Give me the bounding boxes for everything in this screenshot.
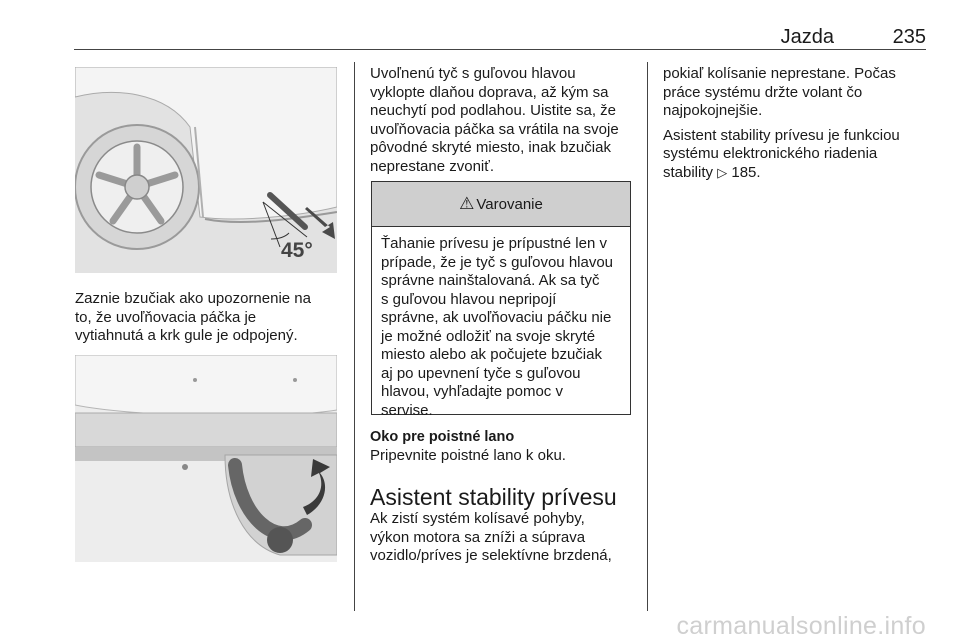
safety-eye-section xyxy=(370,428,640,465)
section-title: Jazda xyxy=(780,26,834,48)
trailer-stability-section xyxy=(370,484,645,566)
subheading-safety-eye: Oko pre poistné lano xyxy=(370,429,515,445)
page-reference-icon: ▷ xyxy=(717,164,728,180)
warning-triangle-icon: ⚠ xyxy=(459,194,475,213)
warning-line: správne, ak uvoľňovaciu páčku nie xyxy=(381,309,612,326)
section-heading: Asistent stability prívesu xyxy=(370,484,617,510)
caption-line: Zaznie bzučiak ako upozornenie na xyxy=(75,290,311,307)
right-column xyxy=(663,65,933,182)
warning-title: Varovanie xyxy=(476,195,543,213)
subheading-text: Pripevnite poistné lano k oku. xyxy=(370,446,566,464)
intro-line: neuchytí pod podlahou. Uistite sa, že xyxy=(370,102,616,119)
body-line: Ak zistí systém kolísavé pohyby, xyxy=(370,510,585,527)
intro-line: Uvoľnenú tyč s guľovou hlavou xyxy=(370,65,576,82)
warning-line: je možné odložiť na svoje skryté xyxy=(381,327,596,345)
intro-line: uvoľňovacia páčka sa vrátila na svoje xyxy=(370,120,619,138)
column-divider-2 xyxy=(647,62,648,611)
header-rule xyxy=(74,49,926,50)
warning-line: prípade, že je tyč s guľovou hlavou xyxy=(381,253,614,271)
right-line: systému elektronického riadenia xyxy=(663,145,878,162)
warning-line: správne nainštalovaná. Ak sa tyč xyxy=(381,272,600,289)
figure-release-lever xyxy=(75,67,337,273)
watermark: carmanualsonline.info xyxy=(676,612,926,640)
intro-line: vyklopte dlaňou doprava, až kým sa xyxy=(370,83,609,101)
warning-box xyxy=(371,181,631,419)
warning-line: aj po upevnení tyče s guľovou xyxy=(381,364,581,382)
intro-line: pôvodné skryté miesto, inak bzučiak xyxy=(370,139,611,156)
intro-line: neprestane zvoniť. xyxy=(370,157,495,175)
figure-ball-bar-stowing xyxy=(75,355,337,562)
body-line: vozidlo/príves je selektívne brzdená, xyxy=(370,547,612,564)
page-number: 235 xyxy=(892,26,926,48)
right-line: práce systému držte volant čo xyxy=(663,83,863,101)
page-header xyxy=(74,24,926,50)
warning-line: s guľovou hlavou nepripojí xyxy=(381,290,557,308)
right-line: Asistent stability prívesu je funkciou xyxy=(663,126,900,144)
tow-bar-illustration xyxy=(75,355,337,562)
column-divider-1 xyxy=(354,62,355,611)
page-reference-number: 185. xyxy=(731,163,761,181)
right-line-text: stability xyxy=(663,163,714,181)
warning-line: servise. xyxy=(381,401,433,419)
angle-label: 45° xyxy=(281,239,313,262)
left-caption xyxy=(75,290,345,346)
caption-line: to, že uvoľňovacia páčka je xyxy=(75,308,257,326)
warning-line: miesto alebo ak počujete bzučiak xyxy=(381,346,602,363)
right-line: pokiaľ kolísanie neprestane. Počas xyxy=(663,65,896,82)
right-line: najpokojnejšie. xyxy=(663,102,763,119)
middle-intro xyxy=(370,65,640,176)
warning-body xyxy=(372,227,630,420)
body-line: výkon motora sa zníži a súprava xyxy=(370,528,586,546)
warning-line: Ťahanie prívesu je prípustné len v xyxy=(381,235,607,252)
warning-header xyxy=(372,182,630,227)
right-line xyxy=(663,164,933,183)
caption-line: vytiahnutá a krk gule je odpojený. xyxy=(75,327,298,344)
warning-line: hlavou, vyhľadajte pomoc v xyxy=(381,383,563,400)
